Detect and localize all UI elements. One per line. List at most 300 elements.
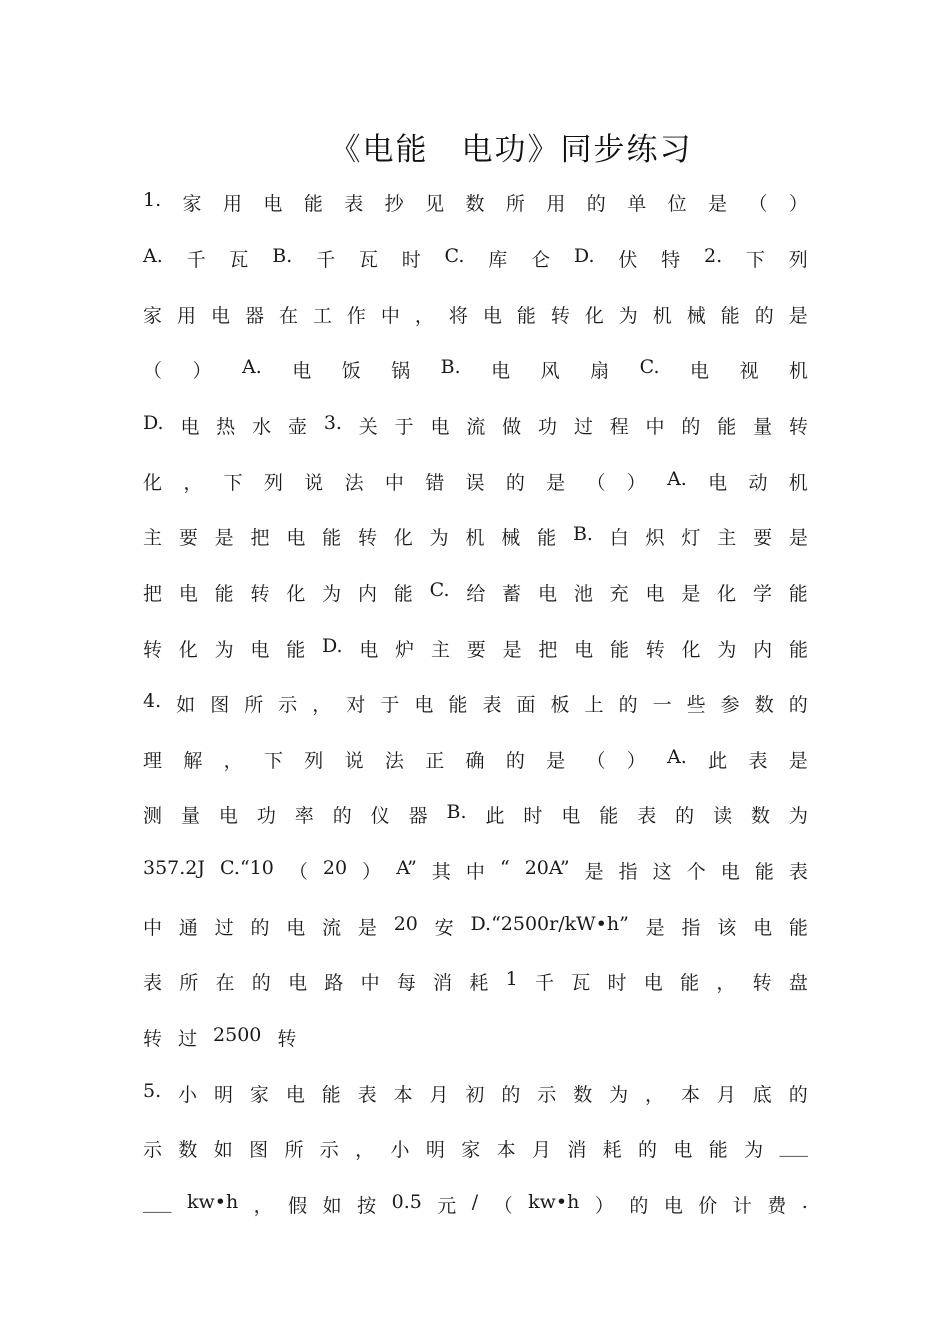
text-line [143, 746, 808, 773]
text-token: 能 [537, 527, 557, 549]
text-token: 1. [143, 189, 162, 211]
text-token: 功 [256, 805, 276, 827]
text-token: 电 [414, 694, 434, 716]
text-token: 瓦 [358, 249, 378, 271]
text-token: ） [192, 360, 212, 382]
text-token: 列 [304, 750, 324, 772]
text-token: 的 [251, 972, 271, 994]
text-token: （ [493, 1195, 513, 1217]
text-token: 电 [482, 305, 502, 327]
text-token: 正 [425, 750, 445, 772]
text-token: 电 [574, 639, 594, 661]
text-token: 是 [546, 750, 566, 772]
text-token: 本 [680, 1084, 700, 1106]
text-token: 明 [425, 1139, 445, 1161]
text-token: ） [626, 750, 646, 772]
text-token: 是 [584, 861, 604, 883]
text-token: 消 [567, 1139, 587, 1161]
text-token: 月 [429, 1084, 449, 1106]
text-token: 面 [516, 694, 536, 716]
text-token: 法 [384, 750, 404, 772]
text-token: ， [355, 1139, 375, 1161]
text-token: 表 [143, 972, 163, 994]
text-token: 本 [496, 1139, 516, 1161]
text-token: 数 [754, 694, 774, 716]
text-token: kw•h [528, 1191, 580, 1213]
text-token: 量 [753, 416, 773, 438]
text-token: 机 [788, 472, 808, 494]
text-token: 时 [607, 972, 627, 994]
text-token: 饭 [341, 360, 361, 382]
text-token: . [801, 1191, 808, 1213]
text-token: 池 [573, 583, 593, 605]
text-token: 电 [286, 527, 306, 549]
text-token: 内 [753, 639, 773, 661]
text-token: 做 [502, 416, 522, 438]
text-token: 示 [537, 1084, 557, 1106]
text-token: ， [312, 694, 332, 716]
text-line [143, 1080, 808, 1107]
text-token: 数 [178, 1139, 198, 1161]
text-token: 确 [465, 750, 485, 772]
text-token: 表 [748, 750, 768, 772]
text-line [143, 301, 808, 328]
text-token: 在 [215, 972, 235, 994]
text-token: 中 [465, 861, 485, 883]
text-token: （ [586, 750, 606, 772]
text-token: 下 [223, 472, 243, 494]
text-token: 电 [645, 583, 665, 605]
text-token: 每 [396, 972, 416, 994]
text-token: 为 [429, 527, 449, 549]
text-token: 为 [214, 639, 234, 661]
text-token: 转 [550, 305, 570, 327]
page-title: 《电能 电功》同步练习 [329, 132, 693, 168]
text-token: D.“2500r/kW•h” [470, 913, 629, 935]
text-token: 为 [618, 305, 638, 327]
text-token: 内 [357, 583, 377, 605]
text-token: 电 [561, 805, 581, 827]
text-token: 电 [263, 193, 283, 215]
text-token: 参 [720, 694, 740, 716]
text-token: C. [639, 356, 660, 378]
text-token: 20 [393, 913, 418, 935]
text-token: 机 [788, 360, 808, 382]
text-line [143, 1024, 808, 1051]
text-token: 械 [501, 527, 521, 549]
text-token: 过 [214, 917, 234, 939]
text-token: 指 [681, 917, 701, 939]
text-token: 关 [358, 416, 378, 438]
text-token: 4. [143, 690, 162, 712]
text-token: 能 [717, 416, 737, 438]
text-token: 把 [250, 527, 270, 549]
text-token: 错 [425, 472, 445, 494]
text-token: 上 [584, 694, 604, 716]
text-token: 的 [681, 416, 701, 438]
text-token: 化 [178, 639, 198, 661]
text-token: 电 [286, 917, 306, 939]
text-token: 小 [178, 1084, 198, 1106]
text-token: A” [396, 857, 417, 879]
text-token: A. [241, 356, 262, 378]
text-token: 时 [401, 249, 421, 271]
text-token: 数 [465, 193, 485, 215]
text-token: 灯 [681, 527, 701, 549]
text-token: 电 [720, 861, 740, 883]
text-token: 能 [788, 639, 808, 661]
text-token: 的 [618, 694, 638, 716]
text-token: 热 [216, 416, 236, 438]
text-token: 电 [689, 360, 709, 382]
text-token: 的 [788, 1084, 808, 1106]
text-token: 表 [637, 805, 657, 827]
text-token: 用 [222, 193, 242, 215]
text-token: 电 [178, 583, 198, 605]
text-token: 是 [788, 527, 808, 549]
text-token: ） [362, 861, 382, 883]
text-token: C.“10 [220, 857, 274, 879]
text-token: 计 [732, 1195, 752, 1217]
text-token: 能 [754, 861, 774, 883]
text-token: 仑 [531, 249, 551, 271]
text-token: A. [143, 245, 163, 267]
text-token: 说 [344, 750, 364, 772]
text-token: 耗 [602, 1139, 622, 1161]
text-token: 程 [609, 416, 629, 438]
text-token: 一 [652, 694, 672, 716]
text-token: 家 [182, 193, 202, 215]
text-token: 工 [312, 305, 332, 327]
text-line [143, 412, 808, 439]
text-token: 机 [652, 305, 672, 327]
text-token: 能 [516, 305, 536, 327]
text-token: 初 [465, 1084, 485, 1106]
text-token: 表 [357, 1084, 377, 1106]
text-token: 化 [393, 527, 413, 549]
text-token: 电 [180, 416, 200, 438]
text-token: 位 [667, 193, 687, 215]
text-token: 化 [584, 305, 604, 327]
text-token: 要 [753, 527, 773, 549]
text-token: 功 [538, 416, 558, 438]
text-token: 于 [394, 416, 414, 438]
text-token: 此 [485, 805, 505, 827]
text-token: 电 [753, 917, 773, 939]
text-token: 能 [448, 694, 468, 716]
text-token: / [471, 1191, 479, 1213]
text-line [143, 635, 808, 662]
text-token: 量 [180, 805, 200, 827]
text-token: 学 [752, 583, 772, 605]
text-token: 给 [466, 583, 486, 605]
text-token: ___ [143, 1191, 172, 1213]
text-token: 月 [716, 1084, 736, 1106]
text-token: 抄 [384, 193, 404, 215]
text-token: 能 [321, 1084, 341, 1106]
text-token: 电 [643, 972, 663, 994]
text-token: 的 [754, 305, 774, 327]
text-token: 能 [720, 305, 740, 327]
text-token: 是 [546, 472, 566, 494]
text-token: 消 [433, 972, 453, 994]
text-token: 中 [143, 917, 163, 939]
text-token: 白 [609, 527, 629, 549]
text-token: 千 [316, 249, 336, 271]
text-token: 电 [538, 583, 558, 605]
text-token: 风 [540, 360, 560, 382]
text-token: 主 [430, 639, 450, 661]
text-token: 主 [143, 527, 163, 549]
text-token: 锅 [391, 360, 411, 382]
text-token: 中 [360, 972, 380, 994]
text-token: 家 [143, 305, 163, 327]
text-token: ， [716, 972, 736, 994]
text-token: 视 [739, 360, 759, 382]
text-token: 是 [214, 527, 234, 549]
text-line [143, 801, 808, 828]
text-token: D. [143, 412, 164, 434]
text-token: 能 [788, 583, 808, 605]
text-token: 0.5 [391, 1191, 422, 1213]
text-token: 转 [143, 639, 163, 661]
text-token: 中 [380, 305, 400, 327]
text-token: 转 [277, 1028, 297, 1050]
text-token: 是 [645, 917, 665, 939]
text-token: 的 [505, 750, 525, 772]
text-token: 是 [788, 305, 808, 327]
text-token: 为 [717, 639, 737, 661]
text-token: 中 [384, 472, 404, 494]
text-token: 电 [292, 360, 312, 382]
text-token: 此 [708, 750, 728, 772]
text-token: 过 [178, 1028, 198, 1050]
text-token: 壶 [287, 416, 307, 438]
text-token: 2500 [213, 1024, 262, 1046]
text-token: 过 [573, 416, 593, 438]
text-token: 家 [461, 1139, 481, 1161]
text-token: 所 [284, 1139, 304, 1161]
text-token: 的 [638, 1139, 658, 1161]
text-token: 于 [380, 694, 400, 716]
text-token: 盘 [788, 972, 808, 994]
text-token: 假 [288, 1195, 308, 1217]
text-token: 转 [752, 972, 772, 994]
text-line [143, 356, 808, 383]
text-token: 1 [505, 968, 518, 990]
text-token: 能 [599, 805, 619, 827]
text-token: 图 [249, 1139, 269, 1161]
text-token: 的 [675, 805, 695, 827]
text-token: 器 [244, 305, 264, 327]
text-token: 如 [322, 1195, 342, 1217]
text-token: 路 [324, 972, 344, 994]
text-token: 把 [143, 583, 163, 605]
text-token: 率 [294, 805, 314, 827]
text-token: 千 [535, 972, 555, 994]
text-token: 5. [143, 1080, 162, 1102]
text-token: B. [446, 801, 467, 823]
text-token: 电 [491, 360, 511, 382]
text-token: D. [321, 635, 343, 657]
text-token: 是 [357, 917, 377, 939]
text-token: 电 [285, 1084, 305, 1106]
text-token: 所 [179, 972, 199, 994]
text-token: 对 [346, 694, 366, 716]
text-token: 个 [686, 861, 706, 883]
text-token: 说 [304, 472, 324, 494]
text-token: “ [499, 857, 510, 879]
text-token: 数 [751, 805, 771, 827]
text-token: 仪 [370, 805, 390, 827]
text-token: 械 [686, 305, 706, 327]
text-token: 转 [645, 639, 665, 661]
text-token: 库 [488, 249, 508, 271]
text-token: B. [440, 356, 461, 378]
text-token: 流 [322, 917, 342, 939]
text-token: 误 [465, 472, 485, 494]
text-line [143, 968, 808, 995]
text-token: 电 [288, 972, 308, 994]
text-token: 伏 [618, 249, 638, 271]
text-token: A. [667, 468, 687, 490]
text-token: 3. [323, 412, 342, 434]
text-token: 见 [425, 193, 445, 215]
text-token: 是 [681, 583, 701, 605]
text-token: 板 [550, 694, 570, 716]
text-token: 电 [663, 1195, 683, 1217]
text-token: 能 [286, 639, 306, 661]
text-token: 机 [465, 527, 485, 549]
text-token: 器 [408, 805, 428, 827]
text-token: ） [594, 1195, 614, 1217]
text-token: 在 [278, 305, 298, 327]
text-token: 2. [704, 245, 723, 267]
text-token: 为 [744, 1139, 764, 1161]
text-token: C. [429, 579, 450, 601]
text-token: 20A” [524, 857, 570, 879]
text-token: 数 [573, 1084, 593, 1106]
text-token: kw•h [186, 1191, 239, 1213]
text-token: 如 [213, 1139, 233, 1161]
text-token: 为 [788, 805, 808, 827]
text-token: ， [183, 472, 203, 494]
text-token: 能 [322, 527, 342, 549]
text-token: 的 [501, 1084, 521, 1106]
text-token: 该 [717, 917, 737, 939]
text-token: 费 [767, 1195, 787, 1217]
text-token: 安 [434, 917, 454, 939]
text-token: ， [414, 305, 434, 327]
text-line [143, 1135, 808, 1162]
text-token: 通 [178, 917, 198, 939]
text-token: 能 [303, 193, 323, 215]
text-token: 解 [183, 750, 203, 772]
text-token: 的 [505, 472, 525, 494]
text-token: 这 [652, 861, 672, 883]
text-token: 单 [627, 193, 647, 215]
text-token: 炽 [645, 527, 665, 549]
text-token: 本 [393, 1084, 413, 1106]
text-token: B. [272, 245, 293, 267]
text-token: 些 [686, 694, 706, 716]
text-token: 转 [788, 416, 808, 438]
text-token: 其 [431, 861, 451, 883]
text-line [143, 1191, 808, 1218]
text-token: 化 [681, 639, 701, 661]
text-token: 电 [218, 805, 238, 827]
text-token: 用 [176, 305, 196, 327]
text-token: 小 [390, 1139, 410, 1161]
text-token: A. [667, 746, 687, 768]
text-token: 主 [717, 527, 737, 549]
text-token: 电 [359, 639, 379, 661]
text-token: 的 [788, 694, 808, 716]
text-token: 作 [346, 305, 366, 327]
text-token: 电 [250, 639, 270, 661]
text-token: 示 [143, 1139, 163, 1161]
text-token: 电 [673, 1139, 693, 1161]
text-token: 357.2J [143, 857, 206, 879]
text-token: 表 [482, 694, 502, 716]
text-token: 下 [745, 249, 765, 271]
text-token: 为 [322, 583, 342, 605]
text-token: 列 [263, 472, 283, 494]
text-token: 电 [430, 416, 450, 438]
text-token: D. [573, 245, 595, 267]
text-token: 要 [466, 639, 486, 661]
text-token: 图 [210, 694, 230, 716]
text-token: 电 [708, 472, 728, 494]
text-token: 底 [752, 1084, 772, 1106]
text-token: 能 [788, 917, 808, 939]
text-token: 时 [523, 805, 543, 827]
text-token: 表 [788, 861, 808, 883]
text-token: 明 [213, 1084, 233, 1106]
text-token: 列 [788, 249, 808, 271]
text-token: 指 [618, 861, 638, 883]
text-line [143, 913, 808, 940]
text-token: 特 [661, 249, 681, 271]
text-token: 把 [538, 639, 558, 661]
text-token: （ [586, 472, 606, 494]
text-token: 月 [531, 1139, 551, 1161]
text-token: 下 [263, 750, 283, 772]
text-token: ， [253, 1195, 273, 1217]
text-token: 千 [186, 249, 206, 271]
text-token: C. [444, 245, 465, 267]
text-line [143, 690, 808, 717]
text-token: 中 [645, 416, 665, 438]
text-token: 如 [176, 694, 196, 716]
text-token: 能 [214, 583, 234, 605]
text-token: 动 [748, 472, 768, 494]
text-token: ___ [779, 1135, 808, 1157]
text-token: 能 [708, 1139, 728, 1161]
text-token: 所 [505, 193, 525, 215]
text-token: B. [572, 523, 593, 545]
text-token: 能 [393, 583, 413, 605]
text-token: 扇 [590, 360, 610, 382]
text-token: 是 [502, 639, 522, 661]
text-token: 所 [244, 694, 264, 716]
text-token: （ [748, 193, 768, 215]
text-line [143, 579, 808, 606]
text-token: 能 [680, 972, 700, 994]
text-token: 电 [210, 305, 230, 327]
text-token: 元 [437, 1195, 457, 1217]
text-token: 用 [546, 193, 566, 215]
